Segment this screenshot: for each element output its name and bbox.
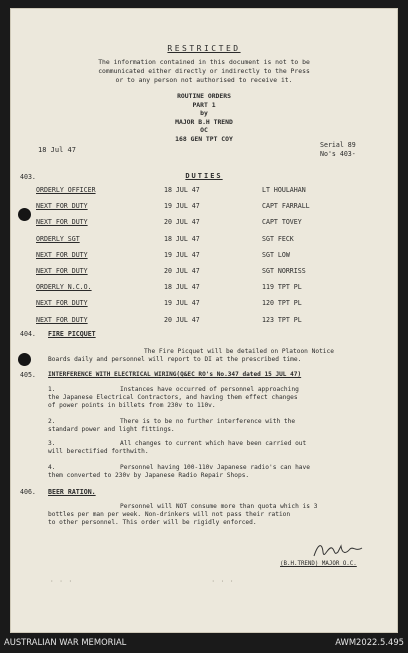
order-date: 18 Jul 47: [38, 146, 76, 154]
item-number: 4.: [48, 464, 56, 471]
text-line: All changes to current which have been carried out: [120, 440, 307, 447]
handwritten-signature: [310, 540, 370, 562]
duty-date: 18 JUL 47: [164, 186, 200, 194]
duty-assignee: SGT NORRISS: [262, 266, 306, 275]
duty-date: 19 JUL 47: [164, 250, 200, 259]
text-line: them converted to 230v by Japanese Radio Repair Shops.: [48, 472, 250, 479]
duty-role: NEXT FOR DUTY: [36, 202, 88, 211]
text-line: Personnel having 100-110v Japanese radio's can have: [120, 464, 310, 471]
para-number: 404.: [20, 330, 36, 338]
serial-number: [320, 141, 356, 158]
duty-roster: [36, 184, 366, 330]
punch-hole: [18, 353, 31, 366]
title-line: OC: [200, 126, 208, 134]
duty-row: [36, 216, 366, 232]
text-line: to other personnel. This order will be rigidly enforced.: [48, 519, 257, 526]
duty-date: 20 JUL 47: [164, 315, 200, 324]
item-number: 1.: [48, 386, 56, 393]
beer-ration-heading: BEER RATION.: [48, 488, 96, 496]
fire-picquet-heading: FIRE PICQUET: [48, 330, 96, 338]
duty-role: NEXT FOR DUTY: [36, 250, 88, 259]
duties-heading: DUTIES: [185, 172, 223, 180]
duty-role: NEXT FOR DUTY: [36, 266, 88, 275]
serial-line: No's 403-: [320, 149, 356, 158]
text-line: Boards daily and personnel will report to DI at the prescribed time.: [48, 356, 302, 363]
electrical-wiring-heading: INTERFERENCE WITH ELECTRICAL WIRING(Q&EC RO's No.347 dated 15 JUL 47): [48, 371, 302, 378]
duty-role: ORDERLY N.C.O.: [36, 283, 92, 292]
duty-row: [36, 249, 366, 265]
notice-line: The information contained in this document is not to be: [98, 58, 310, 66]
text-line: There is to be no further interference with the: [120, 418, 296, 425]
item-number: 2.: [48, 418, 56, 425]
faded-text-illegible: · · · · · ·: [50, 578, 235, 585]
duty-row: [36, 265, 366, 281]
duty-role: NEXT FOR DUTY: [36, 299, 88, 308]
text-line: the Japanese Electrical Contractors, and having them effect changes: [48, 394, 298, 401]
duty-assignee: SGT FECK: [262, 234, 294, 243]
para-number: 406.: [20, 488, 36, 496]
text-line: of power points in billets from 230v to 110v.: [48, 402, 216, 409]
duty-row: [36, 314, 366, 330]
duty-assignee: 123 TPT PL: [262, 315, 302, 324]
signature-block: (B.H.TREND) MAJOR O.C.: [280, 561, 357, 567]
duty-assignee: SGT LOW: [262, 250, 290, 259]
text-line: The Fire Picquet will be detailed on Platoon Notice: [144, 348, 334, 355]
duty-date: 19 JUL 47: [164, 202, 200, 211]
title-line: ROUTINE ORDERS: [177, 92, 231, 100]
text-line: standard power and light fittings.: [48, 426, 175, 433]
punch-hole: [18, 208, 31, 221]
duty-row: [36, 233, 366, 249]
text-line: will berectified forthwith.: [48, 448, 149, 455]
duty-row: [36, 200, 366, 216]
duty-role: NEXT FOR DUTY: [36, 218, 88, 227]
notice-line: communicated either directly or indirectly to the Press: [98, 67, 310, 75]
duty-assignee: CAPT FARRALL: [262, 202, 310, 211]
item-number: 3.: [48, 440, 56, 447]
duty-role: ORDERLY OFFICER: [36, 186, 96, 194]
duty-row: [36, 184, 366, 200]
duty-assignee: 120 TPT PL: [262, 299, 302, 308]
electrical-item-text: [48, 386, 299, 410]
duty-date: 19 JUL 47: [164, 299, 200, 308]
duty-assignee: LT HOULAHAN: [262, 186, 306, 194]
duty-row: [36, 281, 366, 297]
duty-date: 18 JUL 47: [164, 234, 200, 243]
text-line: Personnel will NOT consume more than quota which is 3: [120, 503, 318, 510]
title-line: 168 GEN TPT COY: [175, 134, 233, 143]
serial-line: Serial 89: [320, 141, 356, 149]
duty-assignee: 119 TPT PL: [262, 283, 302, 292]
beer-ration-text: [48, 503, 317, 527]
security-notice: [10, 58, 398, 85]
text-line: Instances have occurred of personnel approaching: [120, 386, 299, 393]
restricted-heading: RESTRICTED: [167, 44, 241, 53]
document-page: [10, 8, 398, 633]
duty-role: ORDERLY SGT: [36, 234, 80, 243]
duty-date: 20 JUL 47: [164, 218, 200, 227]
para-number: 403.: [20, 173, 36, 181]
para-number: 405.: [20, 371, 36, 379]
title-line: by: [200, 109, 208, 117]
duty-date: 18 JUL 47: [164, 283, 200, 292]
title-line: MAJOR B.H TREND: [175, 117, 233, 126]
notice-line: or to any person not authorised to receive it.: [115, 76, 293, 84]
duty-role: NEXT FOR DUTY: [36, 315, 88, 324]
text-line: bottles per man per week. Non-drinkers will not pass their ration: [48, 511, 291, 518]
duty-date: 20 JUL 47: [164, 266, 200, 275]
duty-assignee: CAPT TOVEY: [262, 218, 302, 227]
duty-row: [36, 297, 366, 313]
collection-name: AUSTRALIAN WAR MEMORIAL: [4, 637, 127, 647]
document-title-block: [10, 92, 398, 143]
title-line: PART 1: [192, 100, 216, 109]
fire-picquet-text: [48, 348, 334, 364]
accession-number: AWM2022.5.495: [335, 637, 404, 647]
